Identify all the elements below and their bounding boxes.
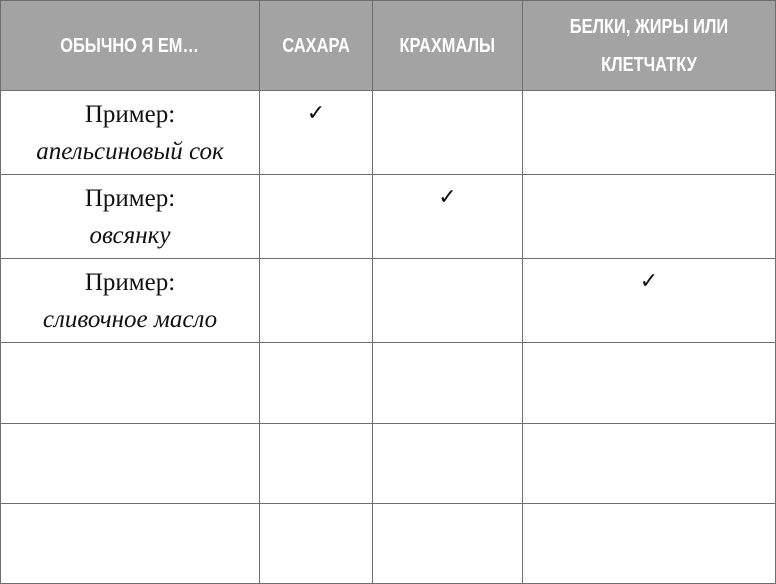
example-food: овсянку	[89, 222, 171, 249]
table-row	[1, 343, 776, 424]
table-row	[1, 424, 776, 504]
sugars-cell[interactable]	[260, 343, 373, 424]
sugars-cell[interactable]	[260, 504, 373, 584]
header-sugars: САХАРА	[260, 1, 373, 91]
example-food: апельсиновый сок	[36, 138, 224, 165]
example-food: сливочное масло	[42, 306, 218, 333]
sugars-cell[interactable]	[260, 175, 373, 259]
header-row	[1, 1, 776, 91]
food-cell[interactable]	[1, 259, 260, 343]
starches-cell[interactable]	[373, 424, 523, 504]
table-row	[1, 175, 776, 259]
table-row	[1, 91, 776, 175]
checkmark-icon: ✓	[306, 101, 326, 126]
table-row	[1, 504, 776, 584]
header-starches: КРАХМАЛЫ	[373, 1, 523, 91]
proteins-fats-fiber-cell[interactable]	[523, 504, 776, 584]
starches-cell[interactable]	[373, 175, 523, 259]
food-cell[interactable]	[1, 343, 260, 424]
table-row	[1, 259, 776, 343]
food-cell[interactable]	[1, 504, 260, 584]
header-i-usually-eat: ОБЫЧНО Я ЕМ…	[1, 1, 260, 91]
food-cell[interactable]	[1, 91, 260, 175]
starches-cell[interactable]	[373, 343, 523, 424]
checkmark-icon: ✓	[438, 185, 457, 210]
starches-cell[interactable]	[373, 91, 523, 175]
proteins-fats-fiber-cell[interactable]	[523, 424, 776, 504]
example-label: Пример:	[84, 185, 176, 212]
starches-cell[interactable]	[373, 259, 523, 343]
proteins-fats-fiber-cell[interactable]	[523, 175, 776, 259]
sugars-cell[interactable]	[260, 91, 373, 175]
example-label: Пример:	[84, 101, 176, 128]
proteins-fats-fiber-cell[interactable]	[523, 259, 776, 343]
example-label: Пример:	[84, 269, 176, 296]
proteins-fats-fiber-cell[interactable]	[523, 91, 776, 175]
checkmark-icon: ✓	[639, 269, 659, 294]
header-proteins-fats-fiber: БЕЛКИ, ЖИРЫ ИЛИ КЛЕТЧАТКУ	[523, 1, 776, 91]
food-cell[interactable]	[1, 424, 260, 504]
sugars-cell[interactable]	[260, 424, 373, 504]
sugars-cell[interactable]	[260, 259, 373, 343]
food-cell[interactable]	[1, 175, 260, 259]
proteins-fats-fiber-cell[interactable]	[523, 343, 776, 424]
starches-cell[interactable]	[373, 504, 523, 584]
